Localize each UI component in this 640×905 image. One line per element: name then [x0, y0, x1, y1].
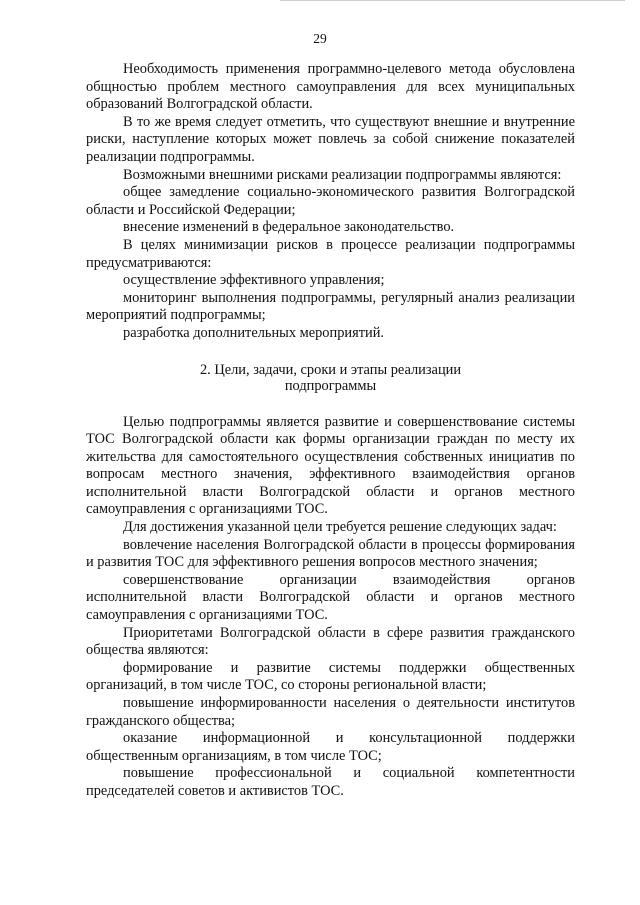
section-heading-line1: 2. Цели, задачи, сроки и этапы реализации: [199, 361, 462, 378]
document-body: [86, 61, 575, 801]
paragraph-priorities-intro: Приоритетами Волгоградской области в сфере развития гражданского общества являются:: [86, 624, 575, 659]
paragraph-external-risks: Возможными внешними рисками реализации подпрограммы являются:: [123, 166, 562, 183]
paragraph-goal: Целью подпрограммы является развитие и совершенствование системы ТОС Волгоградской области как формы организации граждан по месту их жительства для самостоятельного осуществления собственных инициатив по вопросам местного значения, эффективного взаимодействия органов исполнительной власти Волгоградской области и органов местного самоуправления с организациями ТОС.: [86, 413, 575, 518]
paragraph-tasks-intro: Для достижения указанной цели требуется решение следующих задач:: [123, 519, 557, 536]
list-item-priority-support-system: формирование и развитие системы поддержки общественных организаций, в том числе ТОС, со стороны региональной власти;: [86, 659, 575, 694]
section-heading: [86, 362, 575, 394]
list-item-priority-awareness: повышение информированности населения о деятельности институтов гражданского общества;: [86, 695, 575, 729]
list-item-priority-competence: повышение профессиональной и социальной компетентности председателей советов и активистов ТОС.: [86, 765, 575, 799]
list-item-task-interaction: совершенствование организации взаимодействия органов исполнительной власти Волгоградской области и органов местного самоуправления с организациями ТОС.: [86, 571, 575, 624]
list-item-priority-info-support: оказание информационной и консультационной поддержки общественным организациям, в том числе ТОС;: [86, 730, 575, 764]
list-item-additional-measures: разработка дополнительных мероприятий.: [123, 324, 385, 341]
list-item-monitoring: мониторинг выполнения подпрограммы, регулярный анализ реализации мероприятий подпрограммы;: [86, 289, 575, 324]
list-item-risk-slowdown: общее замедление социально-экономического развития Волгоградской области и Российской Федерации;: [86, 184, 575, 218]
list-item-effective-management: осуществление эффективного управления;: [123, 272, 385, 289]
list-item-task-involvement: вовлечение населения Волгоградской области в процессы формирования и развития ТОС для эффективного решения вопросов местного значения;: [86, 536, 575, 571]
paragraph-risks-intro: В то же время следует отметить, что существуют внешние и внутренние риски, наступление которых может повлечь за собой снижение показателей реализации подпрограммы.: [86, 113, 575, 165]
list-item-risk-legislation: внесение изменений в федеральное законодательство.: [123, 219, 455, 236]
paragraph-risk-minimization: В целях минимизации рисков в процессе реализации подпрограммы предусматриваются:: [86, 236, 575, 271]
page-number: 29: [313, 31, 327, 46]
paragraph-method-justification: Необходимость применения программно-целевого метода обусловлена общностью проблем местного самоуправления для всех муниципальных образований Волгоградской области.: [86, 61, 575, 113]
section-heading-line2: подпрограммы: [284, 377, 377, 394]
top-rule: [280, 0, 625, 1]
